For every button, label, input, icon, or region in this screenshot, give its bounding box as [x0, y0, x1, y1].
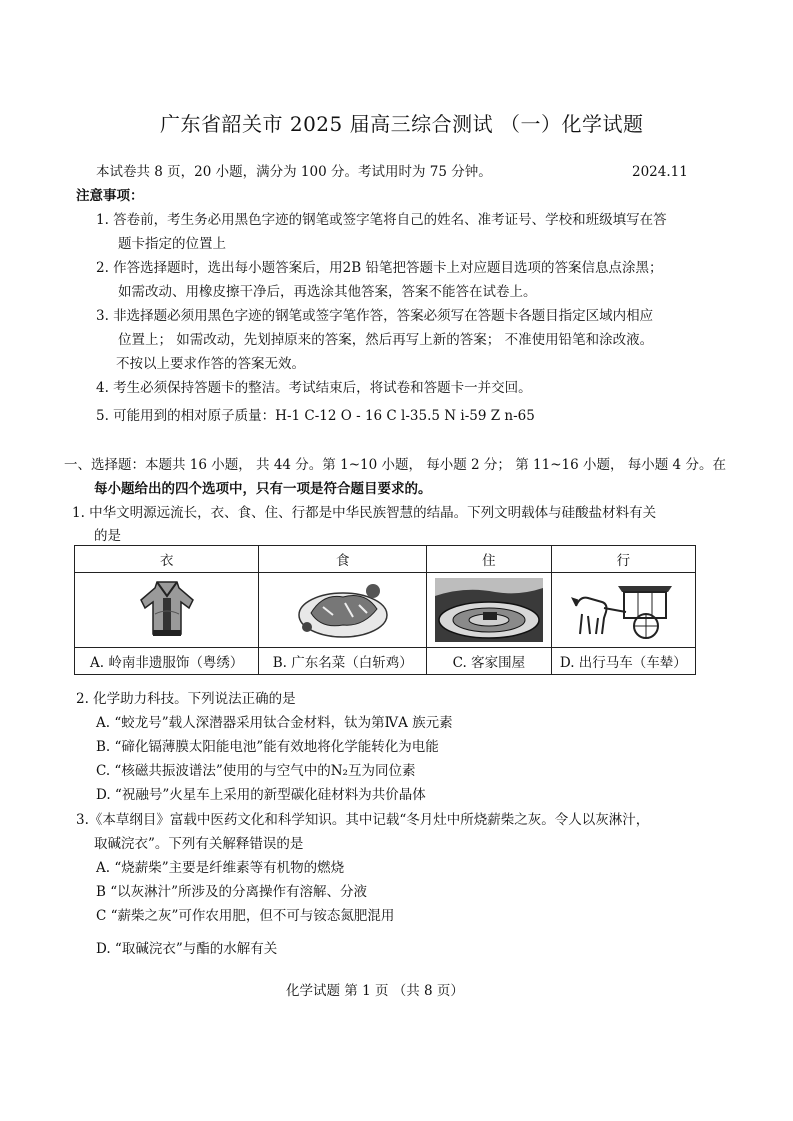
q3-option-d: D. “取碱浣衣”与酯的水解有关: [96, 941, 278, 957]
robe-image: [135, 578, 199, 642]
notice-line: 5. 可能用到的相对原子质量：H-1 C-12 O - 16 C l-35.5 N i-59 Z n-65: [96, 408, 535, 424]
q1-image-cell: [427, 573, 552, 648]
q1-header-cell: 衣: [75, 546, 259, 573]
q1-header-cell: 食: [259, 546, 427, 573]
q1-option-d: D. 出行马车（车辇）: [551, 648, 695, 675]
notice-line: 1. 答卷前，考生务必用黑色字迹的钢笔或签字笔将自己的姓名、准考证号、学校和班级填写在答: [96, 212, 667, 228]
notice-line: 4. 考生必须保持答题卡的整洁。考试结束后，将试卷和答题卡一并交回。: [96, 380, 532, 396]
q3-stem: 3.《本草纲目》富载中医药文化和科学知识。其中记载“冬月灶中所烧薪柴之灰。令人以灰淋汁，: [76, 812, 650, 828]
q1-image-cell: [259, 573, 427, 648]
notice-heading: 注意事项：: [76, 188, 144, 204]
notice-line: 不按以上要求作答的答案无效。: [116, 356, 305, 372]
q2-stem: 2. 化学助力科技。下列说法正确的是: [76, 691, 296, 707]
q1-stem-cont: 的是: [94, 528, 121, 544]
q3-option-a: A. “烧薪柴”主要是纤维素等有机物的燃烧: [96, 860, 345, 876]
q2-option-c: C. “核磁共振波谱法”使用的与空气中的N₂互为同位素: [96, 763, 416, 779]
q1-image-cell: [75, 573, 259, 648]
q1-option-c: C. 客家围屋: [427, 648, 552, 675]
q2-option-d: D. “祝融号”火星车上采用的新型碳化硅材料为共价晶体: [96, 787, 426, 803]
q1-stem: 1. 中华文明源远流长，衣、食、住、行都是中华民族智慧的结晶。下列文明载体与硅酸盐材料有关: [72, 505, 657, 521]
q1-option-b: B. 广东名菜（白斩鸡）: [259, 648, 427, 675]
q2-option-b: B. “碲化镉薄膜太阳能电池”能有效地将化学能转化为电能: [96, 739, 439, 755]
notice-line: 2. 作答选择题时，选出每小题答案后，用2B 铅笔把答题卡上对应题目选项的答案信息点涂黑；: [96, 260, 663, 276]
page-title: 广东省韶关市 2025 届高三综合测试 （一）化学试题: [160, 112, 644, 136]
q3-option-c: C “薪柴之灰”可作农用肥，但不可与铵态氮肥混用: [96, 908, 395, 924]
q1-header-cell: 行: [551, 546, 695, 573]
notice-line: 如需改动、用橡皮擦干净后，再选涂其他答案，答案不能答在试卷上。: [118, 284, 537, 300]
q1-image-cell: [551, 573, 695, 648]
q1-option-a: A. 岭南非遗服饰（粤绣）: [75, 648, 259, 675]
intro-text: 本试卷共 8 页，20 小题，满分为 100 分。考试用时为 75 分钟。: [96, 164, 492, 180]
exam-date: 2024.11: [632, 164, 688, 180]
notice-line: 3. 非选择题必须用黑色字迹的钢笔或签字笔作答，答案必须写在答题卡各题目指定区域内相应: [96, 308, 654, 324]
q1-header-cell: 住: [427, 546, 552, 573]
tulou-image: [435, 578, 543, 642]
q1-table: [74, 545, 696, 675]
q3-option-b: B “以灰淋汁”所涉及的分离操作有溶解、分液: [96, 884, 368, 900]
dish-image: [293, 579, 393, 641]
q2-option-a: A. “蛟龙号”载人深潜器采用钛合金材料，钛为第ⅣA 族元素: [96, 715, 453, 731]
section-heading: 一、选择题：本题共 16 小题， 共 44 分。第 1~10 小题， 每小题 2 分； 第 11~16 小题， 每小题 4 分。在: [64, 457, 726, 473]
q3-stem-cont: 取碱浣衣”。下列有关解释错误的是: [94, 836, 304, 852]
section-instruction: 每小题给出的四个选项中，只有一项是符合题目要求的。: [94, 481, 432, 497]
notice-line: 题卡指定的位置上: [118, 236, 226, 252]
page-footer: 化学试题 第 1 页 （共 8 页）: [286, 983, 464, 999]
notice-line: 位置上； 如需改动，先划掉原来的答案，然后再写上新的答案； 不准使用铅笔和涂改液。: [118, 332, 654, 348]
carriage-image: [568, 578, 678, 642]
